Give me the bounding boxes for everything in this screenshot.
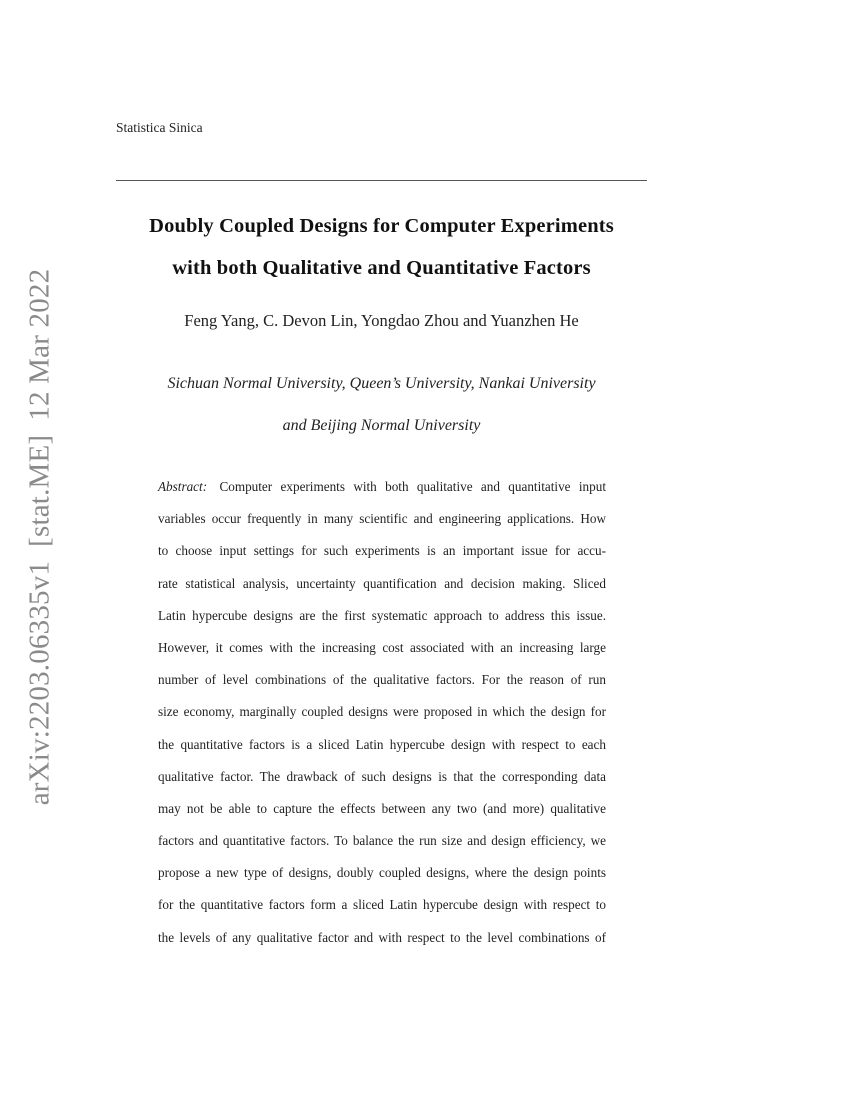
abstract-label: Abstract: [158, 479, 208, 494]
abstract-line: variables occur frequently in many scientific and engineering applications. How [158, 511, 606, 527]
affiliations [0, 363, 763, 447]
header-rule [116, 180, 647, 181]
title-line: Doubly Coupled Designs for Computer Experiments [149, 215, 614, 237]
journal-name: Statistica Sinica [116, 120, 203, 135]
affiliation-line: Sichuan Normal University, Queen’s University, Nankai University [167, 375, 596, 392]
arxiv-date: 12 Mar 2022 [23, 268, 56, 421]
authors: Feng Yang, C. Devon Lin, Yongdao Zhou and Yuanzhen He [184, 311, 579, 330]
abstract-line: Abstract: Computer experiments with both qualitative and quantitative input [158, 479, 606, 494]
abstract-line: Latin hypercube designs are the first systematic approach to address this issue. [158, 607, 606, 623]
affiliation-line: and Beijing Normal University [282, 417, 481, 434]
paper-title [0, 205, 763, 289]
arxiv-stamp [24, 269, 57, 806]
abstract-line: rate statistical analysis, uncertainty quantification and decision making. Sliced [158, 575, 606, 591]
abstract-line: size economy, marginally coupled designs were proposed in which the design for [158, 704, 606, 720]
abstract-line: number of level combinations of the qualitative factors. For the reason of run [158, 672, 606, 688]
abstract-line: may not be able to capture the effects between any two (and more) qualitative [158, 800, 606, 816]
title-line: with both Qualitative and Quantitative Factors [172, 257, 591, 279]
arxiv-id: arXiv:2203.06335v1 [23, 560, 56, 806]
abstract-line: propose a new type of designs, doubly coupled designs, where the design points [158, 865, 606, 881]
abstract-line: for the quantitative factors form a sliced Latin hypercube design with respect to [158, 897, 606, 913]
abstract-line: However, it comes with the increasing cost associated with an increasing large [158, 639, 606, 655]
arxiv-category: [stat.ME] [23, 434, 56, 547]
abstract-line: the quantitative factors is a sliced Latin hypercube design with respect to each [158, 736, 606, 752]
abstract-line: the levels of any qualitative factor and with respect to the level combinations of [158, 929, 606, 945]
abstract-line: qualitative factor. The drawback of such designs is that the corresponding data [158, 768, 606, 784]
abstract-line: to choose input settings for such experiments is an important issue for accu- [158, 543, 606, 559]
abstract-line: factors and quantitative factors. To balance the run size and design efficiency, we [158, 833, 606, 849]
abstract [158, 471, 606, 954]
